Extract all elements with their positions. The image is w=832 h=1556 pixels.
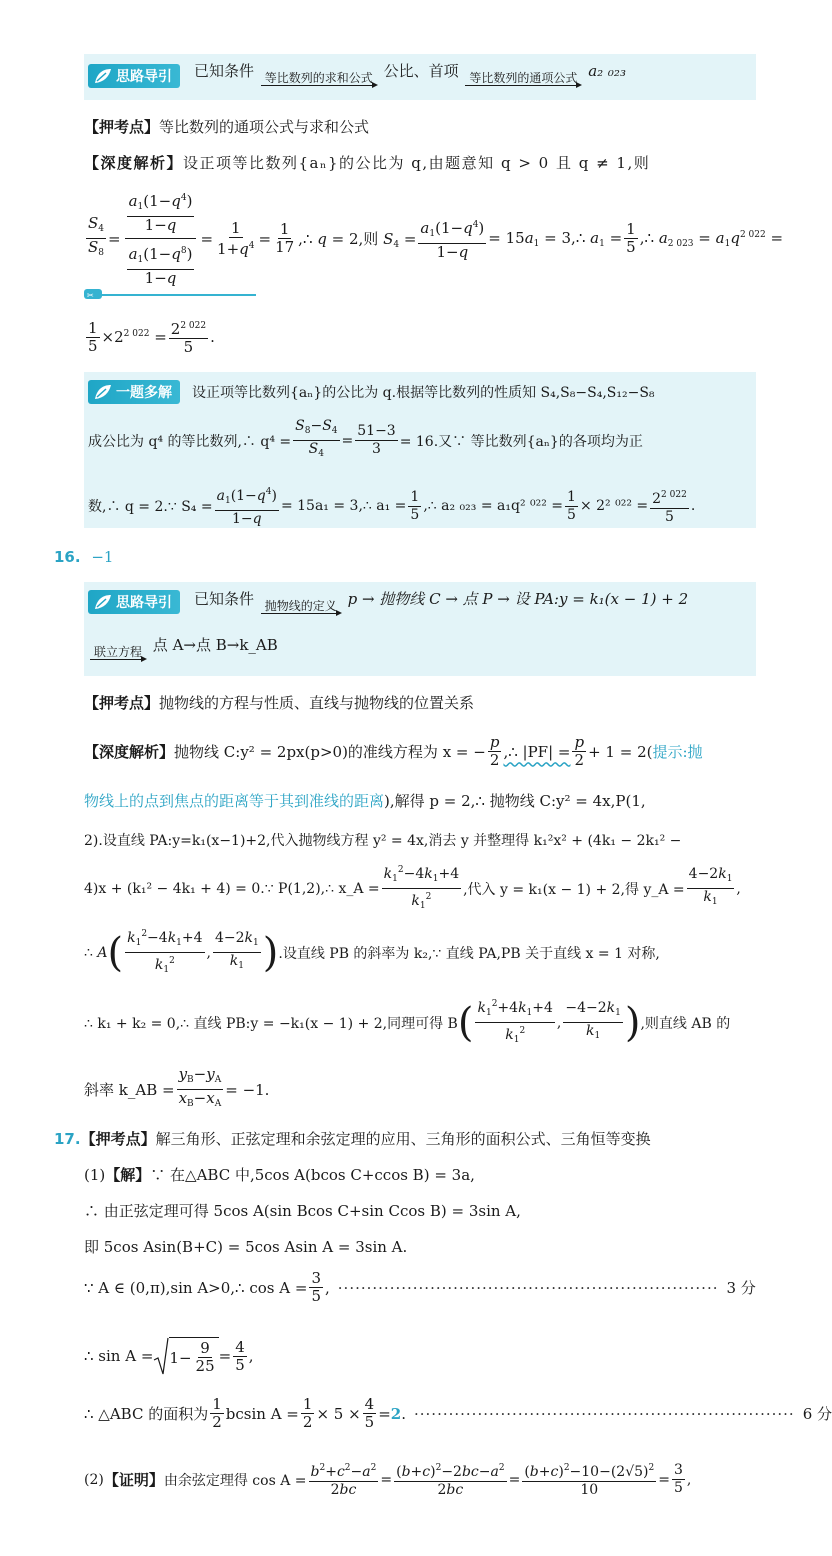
- guide-end: a₂ ₀₂₃: [588, 62, 626, 80]
- alt-solution-box: [84, 372, 756, 528]
- q17-line3: 即 5cos Asin(B+C) = 5cos Asin A = 3sin A.: [84, 1238, 408, 1256]
- l4-a: 4)x + (k₁² − 4k₁ + 4) = 0.∵ P(1,2),∴ x_A =: [84, 880, 380, 897]
- jiexi-16-line7: 斜率 k_AB = $\frac{y_B-y_A}{x_B-x_A}$ = −1.: [84, 1065, 270, 1109]
- guide-rest-2: 点 A→点 B→k_AB: [152, 636, 278, 654]
- answer: −1: [91, 548, 114, 566]
- arrow-label: 抛物线的定义: [264, 599, 337, 613]
- jiexi-tag: 【深度解析】: [84, 743, 175, 761]
- score-1: 3 分: [726, 1279, 756, 1297]
- scissor-icon: [84, 287, 102, 301]
- arrow-label: 等比数列的求和公式: [264, 71, 373, 85]
- l5-b: .设直线 PB 的斜率为 k₂,∵ 直线 PA,PB 关于直线 x = 1 对称,: [278, 945, 660, 962]
- complex-fraction: $\frac{\frac{a_1(1-q^4)}{1-q}}{\frac{a_1(1-q^8)}{1-q}}$: [123, 190, 199, 287]
- siluo-badge: [88, 64, 180, 88]
- l1-a: 抛物线 C:y² = 2px(p>0)的准线方程为 x = −: [174, 743, 486, 761]
- zheng-tag: 【证明】: [103, 1471, 164, 1489]
- q17-line7: (2) 【证明】 由余弦定理得 cos A = $\frac{b^2+c^2-a^2}{2bc}$ = $\frac{(b+c)^2-2bc-a^2}{2bc}$ = $\frac{(b+c)^2-10-(2√5)^2}{10}$ = $\frac{3}{5}$ ,: [84, 1462, 692, 1498]
- guide-box-16: [84, 582, 756, 676]
- q16-header: [54, 548, 113, 566]
- guide-arrow-1: [261, 599, 341, 614]
- jiexi-16-line3: 2).设直线 PA:y=k₁(x−1)+2,代入抛物线方程 y² = 4x,消去 y 并整理得 k₁²x² + (4k₁ − 2k₁² −: [84, 833, 682, 849]
- l1-b: ,∴ |PF| =: [503, 742, 571, 761]
- jiexi-tag: 【深度解析】: [84, 154, 184, 172]
- jiexi-15-line1: [84, 152, 650, 173]
- jiexi-15-line3: $\frac{1}{5}$ $\times 2^{2 022}$ = $\frac{2^{2 022}}{5}$ .: [88, 318, 215, 356]
- q17-line1: [84, 1164, 475, 1185]
- kaodian-tag: 【押考点】: [80, 1130, 156, 1148]
- l7-a: 由余弦定理得 cos A =: [163, 1472, 307, 1489]
- siluo-badge: [88, 590, 180, 614]
- q17-line6: ∴ △ABC 的面积为 $\frac{1}{2}$ bcsin A = $\frac{1}{2}$ × 5 × $\frac{4}{5}$ = 2 . ·································································· 6 分: [84, 1395, 832, 1431]
- l1-c: + 1 = 2(: [588, 742, 653, 761]
- jiexi-16-line4: 4)x + (k₁² − 4k₁ + 4) = 0.∵ P(1,2),∴ x_A = $\frac{k_1^2-4k_1+4}{k_1^2}$ ,代入 y = k₁(x − 1) + 2,得 y_A = $\frac{4-2k_1}{k_1}$ ,: [84, 862, 741, 915]
- l5-a: ∴ sin A =: [84, 1347, 154, 1365]
- l6-b: ,则直线 AB 的: [640, 1015, 731, 1032]
- alt3-a: 数,∴ q = 2.∵ S₄ =: [88, 499, 213, 515]
- guide-rest-1: p → 抛物线 C → 点 P → 设 PA:y = k₁(x − 1) + 2: [347, 590, 689, 608]
- jiexi-15-line2: $\frac{S_4}{S_8}$ = $\frac{\frac{a_1(1-q^4)}{1-q}}{\frac{a_1(1-q^8)}{1-q}}$ = $\frac{1}{1+q^4}$ = $\frac{1}{17}$ ,∴ q = 2,则 $S_4$ = $\frac{a_1(1-q^4)}{1-q}$ = $15a_1$ = 3,∴ $a_1$ = $\frac{1}{5}$ ,∴ $a_{2 023} = a_1q^{2 022}$ =: [88, 192, 784, 287]
- separator-rule: [84, 294, 256, 296]
- alt3-b: = 15a₁ = 3,∴ a₁ =: [280, 498, 407, 514]
- guide-arrow-2: [465, 71, 581, 86]
- question-number: 17.: [54, 1130, 81, 1148]
- guide-mid: 公比、首项: [383, 62, 459, 80]
- jiexi-16-line2: [84, 790, 646, 811]
- kaodian-15: [84, 116, 369, 137]
- area-value: 2: [390, 1404, 402, 1423]
- l6-b: bcsin A =: [225, 1404, 299, 1423]
- jiexi-text: 设正项等比数列{aₙ}的公比为 q,由题意知 q > 0 且 q ≠ 1,则: [183, 154, 651, 172]
- guide-box-15: [84, 54, 756, 100]
- svg-text:✂: ✂: [87, 291, 94, 300]
- q17-line5: ∴ sin A = 1− $\frac{9}{25}$ = $\frac{4}{5}$ ,: [84, 1337, 254, 1375]
- q17-header: [54, 1128, 651, 1149]
- badge-label: 思路导引: [116, 69, 172, 85]
- alt3-d: × 2² ⁰²² =: [579, 498, 649, 514]
- l6-c: × 5 ×: [316, 1404, 361, 1423]
- l1: ∵ 在△ABC 中,5cos A(bcos C+ccos B) = 3a,: [150, 1166, 475, 1184]
- jie-tag: 【解】: [105, 1166, 151, 1184]
- kaodian-text: 解三角形、正弦定理和余弦定理的应用、三角形的面积公式、三角恒等变换: [155, 1130, 651, 1148]
- guide-arrow-2: [90, 645, 146, 660]
- hint-1: 提示:抛: [652, 743, 703, 761]
- jiexi-16-line6: ∴ k₁ + k₂ = 0,∴ 直线 PB:y = −k₁(x − 1) + 2,同理可得 B ( $\frac{k_1^2+4k_1+4}{k_1^2}$ , $\frac{-4-2k_1}{k_1}$ ) ,则直线 AB 的: [84, 996, 730, 1049]
- question-number: 16.: [54, 548, 81, 566]
- yiti-badge: [88, 380, 180, 404]
- arrow-label: 联立方程: [94, 645, 143, 659]
- alt2-b: = 16.又∵ 等比数列{aₙ}的各项均为正: [399, 433, 643, 450]
- part-label: (1): [84, 1166, 106, 1184]
- l2-rest: ),解得 p = 2,∴ 抛物线 C:y² = 4x,P(1,: [384, 792, 646, 810]
- part-label: (2): [84, 1471, 104, 1488]
- l4: ∵ A ∈ (0,π),sin A>0,∴ cos A =: [84, 1278, 308, 1297]
- l6-a: ∴ △ABC 的面积为: [84, 1405, 209, 1423]
- l4-b: ,代入 y = k₁(x − 1) + 2,得 y_A =: [463, 881, 685, 898]
- l6-a: ∴ k₁ + k₂ = 0,∴ 直线 PB:y = −k₁(x − 1) + 2,同理可得 B: [84, 1015, 458, 1032]
- kaodian-text: 抛物线的方程与性质、直线与抛物线的位置关系: [159, 694, 475, 712]
- q17-line2: ∴ 由正弦定理可得 5cos A(sin Bcos C+sin Ccos B) = 3sin A,: [84, 1202, 521, 1220]
- alt3-c: ,∴ a₂ ₀₂₃ = a₁q² ⁰²² =: [423, 498, 564, 514]
- guide-start: 已知条件: [194, 590, 255, 608]
- hint-2: 物线上的点到焦点的距离等于其到准线的距离: [84, 792, 385, 810]
- leaf-icon: [94, 384, 112, 400]
- guide-arrow-1: [261, 71, 377, 86]
- l7-a: 斜率 k_AB =: [84, 1081, 175, 1099]
- score-2: 6 分: [802, 1405, 832, 1423]
- alt-line-2: 成公比为 q⁴ 的等比数列,∴ q⁴ = $\frac{S_8-S_4}{S_4}$ = $\frac{51-3}{3}$ = 16.又∵ 等比数列{aₙ}的各项均为正: [88, 418, 643, 459]
- s4-over-s8: $\frac{S_4}{S_8}$: [88, 214, 105, 258]
- alt-line-3: 数,∴ q = 2.∵ S₄ = $\frac{a_1(1-q^4)}{1-q}$ = 15a₁ = 3,∴ a₁ = $\frac{1}{5}$ ,∴ a₂ ₀₂₃ = a₁q² ⁰²² = $\frac{1}{5}$ × 2² ⁰²² = $\frac{2^{2 022}}{5}$ .: [88, 484, 695, 528]
- alt-line-1: 设正项等比数列{aₙ}的公比为 q.根据等比数列的性质知 S₄,S₈−S₄,S₁₂−S₈: [192, 385, 655, 401]
- kaodian-tag: 【押考点】: [84, 118, 160, 136]
- badge-label: 思路导引: [116, 595, 172, 611]
- sqrt-symbol: [153, 1336, 169, 1376]
- leaf-icon: [94, 594, 112, 610]
- guide-start: 已知条件: [194, 62, 255, 80]
- kaodian-16: [84, 692, 474, 713]
- arrow-label: 等比数列的通项公式: [469, 71, 578, 85]
- leaf-icon: [94, 68, 112, 84]
- q17-line4: ∵ A ∈ (0,π),sin A>0,∴ cos A = $\frac{3}{5}$ , ·································································· 3 分: [84, 1269, 756, 1305]
- badge-label: 一题多解: [116, 385, 172, 401]
- kaodian-tag: 【押考点】: [84, 694, 160, 712]
- kaodian-text: 等比数列的通项公式与求和公式: [159, 118, 370, 136]
- jiexi-16-line1: 【深度解析】 抛物线 C:y² = 2px(p>0)的准线方程为 x = − $\frac{p}{2}$ ,∴ |PF| = $\frac{p}{2}$ + 1 = 2( 提示:抛: [84, 733, 703, 769]
- alt2-a: 成公比为 q⁴ 的等比数列,∴ q⁴ =: [88, 433, 292, 450]
- jiexi-16-line5: ∴ A ( $\frac{k_1^2-4k_1+4}{k_1^2}$ , $\frac{4-2k_1}{k_1}$ ) .设直线 PB 的斜率为 k₂,∵ 直线 PA,PB 关于直线 x = 1 对称,: [84, 926, 660, 979]
- l7-b: = −1.: [225, 1080, 270, 1099]
